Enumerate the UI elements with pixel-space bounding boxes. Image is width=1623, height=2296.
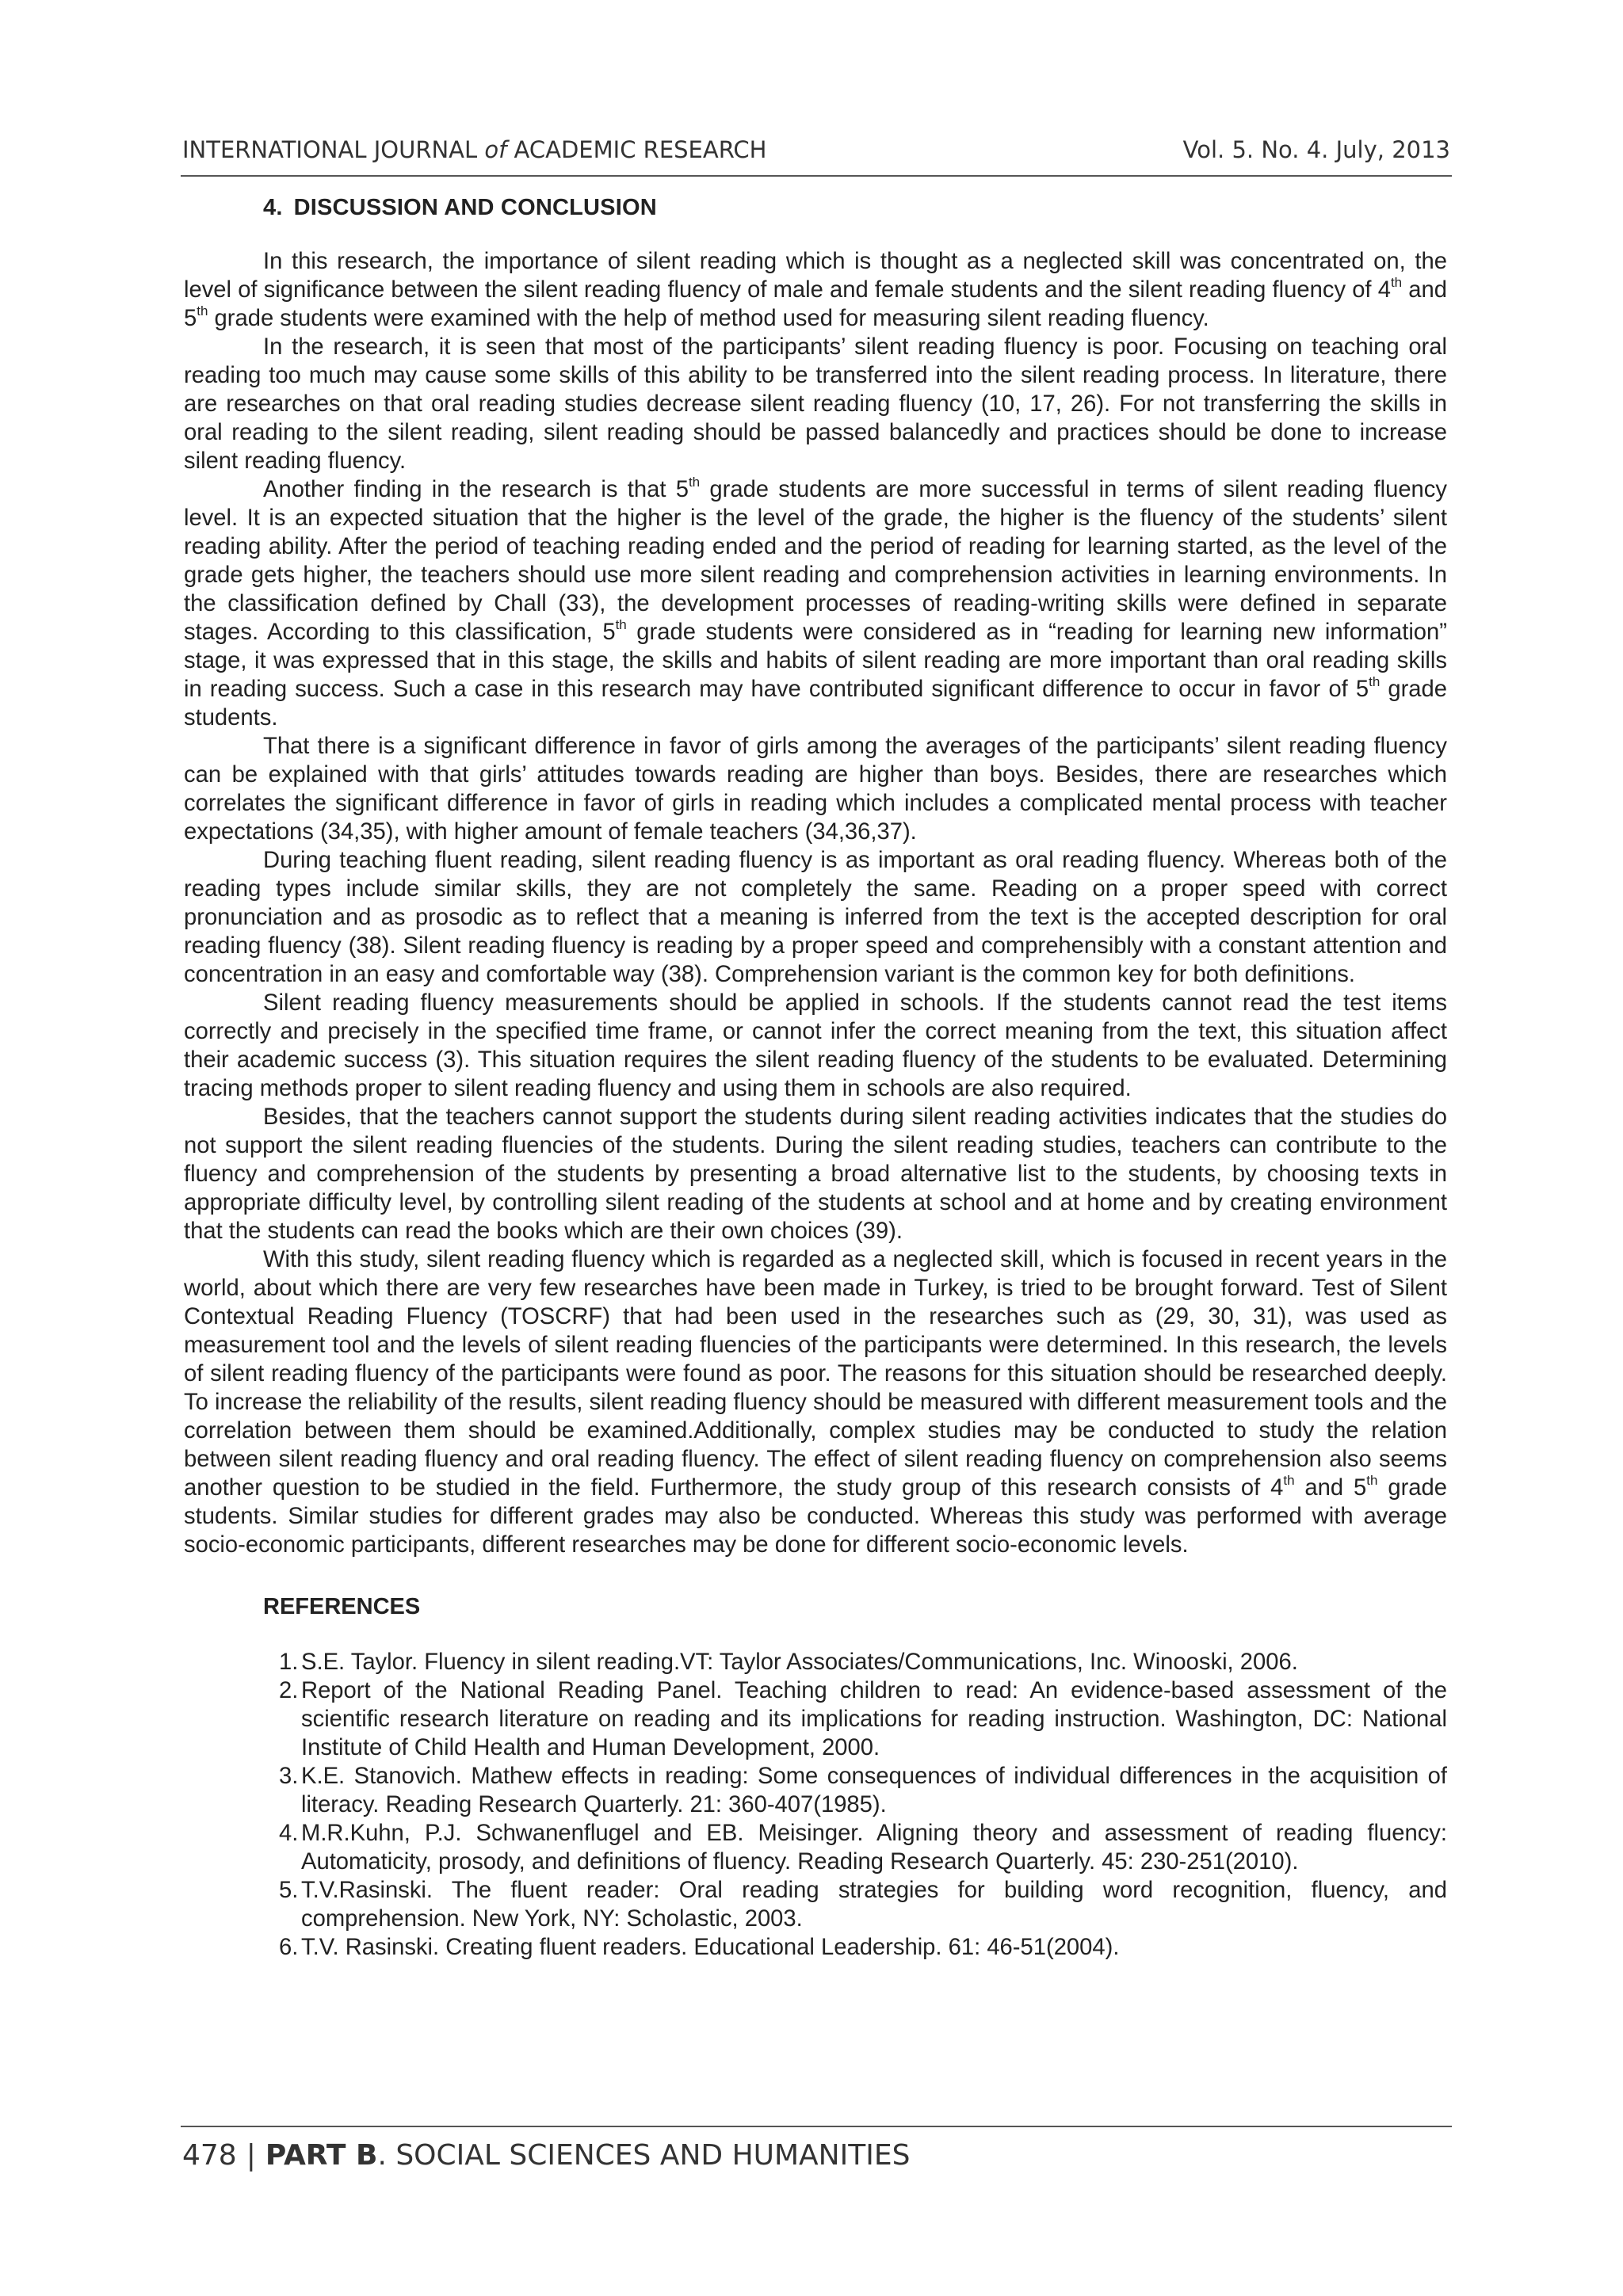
reference-item (184, 1648, 1447, 1676)
ordinal-suffix: th (197, 303, 208, 319)
paragraph (184, 732, 1447, 846)
paragraph-text: In the research, it is seen that most of the participants’ silent reading fluency is poor. Focusing on teaching oral reading too much may cause some skills of this ability to be transferred into the silent reading process. In literature, there are researches on that oral reading studies decrease silent reading fluency (10, 17, 26). For not transferring the skills in oral reading to the silent reading, silent reading should be passed balancedly and practices should be done to increase silent reading fluency. (184, 334, 1447, 474)
ordinal-suffix: th (615, 617, 627, 633)
reference-number: 3. (279, 1764, 299, 1789)
section-heading (184, 193, 1447, 222)
paragraph (184, 1245, 1447, 1559)
article-body (184, 189, 1447, 1962)
paragraph-text: and 5 (1294, 1475, 1367, 1501)
reference-text: T.V.Rasinski. The fluent reader: Oral reading strategies for building word recognition, fluency, and comprehension. New York, NY: Scholastic, 2003. (301, 1878, 1447, 1932)
references-heading: REFERENCES (263, 1594, 421, 1619)
footer-section: . SOCIAL SCIENCES AND HUMANITIES (377, 2139, 911, 2172)
reference-item (184, 1762, 1447, 1819)
running-header (182, 136, 1450, 163)
reference-text: K.E. Stanovich. Mathew effects in reading: Some consequences of individual differences in the acquisition of literacy. Reading Research Quarterly. 21: 360-407(1985). (301, 1764, 1447, 1817)
reference-item (184, 1819, 1447, 1876)
paragraph (184, 1103, 1447, 1245)
paragraph-text: That there is a significant difference in favor of girls among the averages of the participants’ silent reading fluency can be explained with that girls’ attitudes towards reading are higher than boys. Besides, there are researches which correlates the significant difference in favor of girls in reading which includes a complicated mental process with teacher expectations (34,35), with higher amount of female teachers (34,36,37). (184, 734, 1447, 845)
reference-list (184, 1648, 1447, 1962)
page-number: 478 (182, 2139, 237, 2172)
paragraph-text: grade students. (184, 677, 1447, 730)
paragraph (184, 333, 1447, 475)
reference-text: S.E. Taylor. Fluency in silent reading.VT: Taylor Associates/Communications, Inc. Winooski, 2006. (301, 1650, 1298, 1675)
footer-rule (181, 2126, 1452, 2127)
reference-text: M.R.Kuhn, P.J. Schwanenflugel and EB. Meisinger. Aligning theory and assessment of reading fluency: Automaticity, prosody, and definitions of fluency. Reading Research Quarterly. 45: 230-251(2010). (301, 1821, 1447, 1875)
section-title: DISCUSSION AND CONCLUSION (293, 195, 657, 220)
paragraph-text: With this study, silent reading fluency which is regarded as a neglected skill, which is focused in recent years in the world, about which there are very few researches have been made in Turkey, is tried to be brought forward. Test of Silent Contextual Reading Fluency (TOSCRF) that had been used in the researches such as (29, 30, 31), was used as measurement tool and the levels of silent reading fluencies of the participants were determined. In this research, the levels of silent reading fluency of the participants were found as poor. The reasons for this situation should be researched deeply. To increase the reliability of the results, silent reading fluency should be measured with different measurement tools and the correlation between them should be examined.Additionally, complex studies may be conducted to study the relation between silent reading fluency and oral reading fluency. The effect of silent reading fluency on comprehension also seems another question to be studied in the field. Furthermore, the study group of this research consists of 4 (184, 1247, 1447, 1501)
reference-number: 6. (279, 1935, 299, 1960)
reference-number: 2. (279, 1678, 299, 1703)
footer-part: PART B (265, 2139, 378, 2172)
reference-item (184, 1876, 1447, 1933)
volume-info: Vol. 5. No. 4. July, 2013 (1182, 136, 1450, 163)
paragraph-text: grade students are more successful in terms of silent reading fluency level. It is an expected situation that the higher is the level of the grade, the higher is the fluency of the students’ silent reading ability. After the period of teaching reading ended and the period of reading for learning started, as the level of the grade gets higher, the teachers should use more silent reading and comprehension activities in learning environments. In the classification defined by Chall (33), the development processes of reading-writing skills were defined in separate stages. According to this classification, 5 (184, 477, 1447, 645)
paragraph (184, 846, 1447, 989)
reference-item (184, 1676, 1447, 1762)
paragraph (184, 247, 1447, 333)
reference-number: 5. (279, 1878, 299, 1903)
header-rule (181, 175, 1452, 177)
reference-number: 1. (279, 1650, 299, 1675)
paragraph (184, 475, 1447, 732)
reference-number: 4. (279, 1821, 299, 1846)
ordinal-suffix: th (688, 475, 701, 490)
section-number: 4. (263, 195, 283, 220)
ordinal-suffix: th (1390, 275, 1403, 291)
paragraph-text: grade students were considered as in “reading for learning new information” stage, it was expressed that in this stage, the skills and habits of silent reading are more important than oral reading skills in reading success. Such a case in this research may have contributed significant difference to occur in favor of 5 (184, 620, 1447, 702)
page-footer (182, 2139, 910, 2172)
paragraph-text: During teaching fluent reading, silent reading fluency is as important as oral reading fluency. Whereas both of the reading types include similar skills, they are not completely the same. Reading on a proper speed with correct pronunciation and as prosodic as to reflect that a meaning is inferred from the text is the accepted description for oral reading fluency (38). Silent reading fluency is reading by a proper speed and comprehensibly with a constant attention and concentration in an easy and comfortable way (38). Comprehension variant is the common key for both definitions. (184, 848, 1447, 987)
paragraph-text: Besides, that the teachers cannot support the students during silent reading activities indicates that the studies do not support the silent reading fluencies of the students. During the silent reading studies, teachers can contribute to the fluency and comprehension of the students by presenting a broad alternative list to the students, by choosing texts in appropriate difficulty level, by controlling silent reading of the students at school and at home and by creating environment that the students can read the books which are their own choices (39). (184, 1104, 1447, 1244)
reference-text: Report of the National Reading Panel. Teaching children to read: An evidence-based assessment of the scientific research literature on reading and its implications for reading instruction. Washington, DC: National Institute of Child Health and Human Development, 2000. (301, 1678, 1447, 1760)
paragraph-text: grade students. Similar studies for different grades may also be conducted. Whereas this study was performed with average socio-economic participants, different researches may be done for different socio-economic levels. (184, 1475, 1447, 1558)
paragraph (184, 989, 1447, 1103)
ordinal-suffix: th (1369, 674, 1381, 690)
footer-separator: | (246, 2139, 256, 2172)
reference-text: T.V. Rasinski. Creating fluent readers. Educational Leadership. 61: 46-51(2004). (301, 1935, 1120, 1960)
reference-item (184, 1933, 1447, 1962)
paragraph-text: grade students were examined with the help of method used for measuring silent reading fluency. (208, 306, 1209, 331)
ordinal-suffix: th (1283, 1473, 1295, 1489)
paragraph-text: Silent reading fluency measurements should be applied in schools. If the students cannot read the test items correctly and precisely in the specified time frame, or cannot infer the correct meaning from the text, this situation affect their academic success (3). This situation requires the silent reading fluency of the students to be evaluated. Determining tracing methods proper to silent reading fluency and using them in schools are also required. (184, 990, 1447, 1101)
paragraph-text: In this research, the importance of silent reading which is thought as a neglected skill was concentrated on, the level of significance between the silent reading fluency of male and female students and the silent reading fluency of 4 (184, 249, 1447, 303)
journal-name: INTERNATIONAL JOURNAL of ACADEMIC RESEARCH (182, 136, 767, 163)
paragraph-text: Another finding in the research is that 5 (263, 477, 689, 502)
paragraph-text: and 5 (184, 277, 1447, 331)
ordinal-suffix: th (1366, 1473, 1378, 1489)
paragraph-list (184, 247, 1447, 1559)
